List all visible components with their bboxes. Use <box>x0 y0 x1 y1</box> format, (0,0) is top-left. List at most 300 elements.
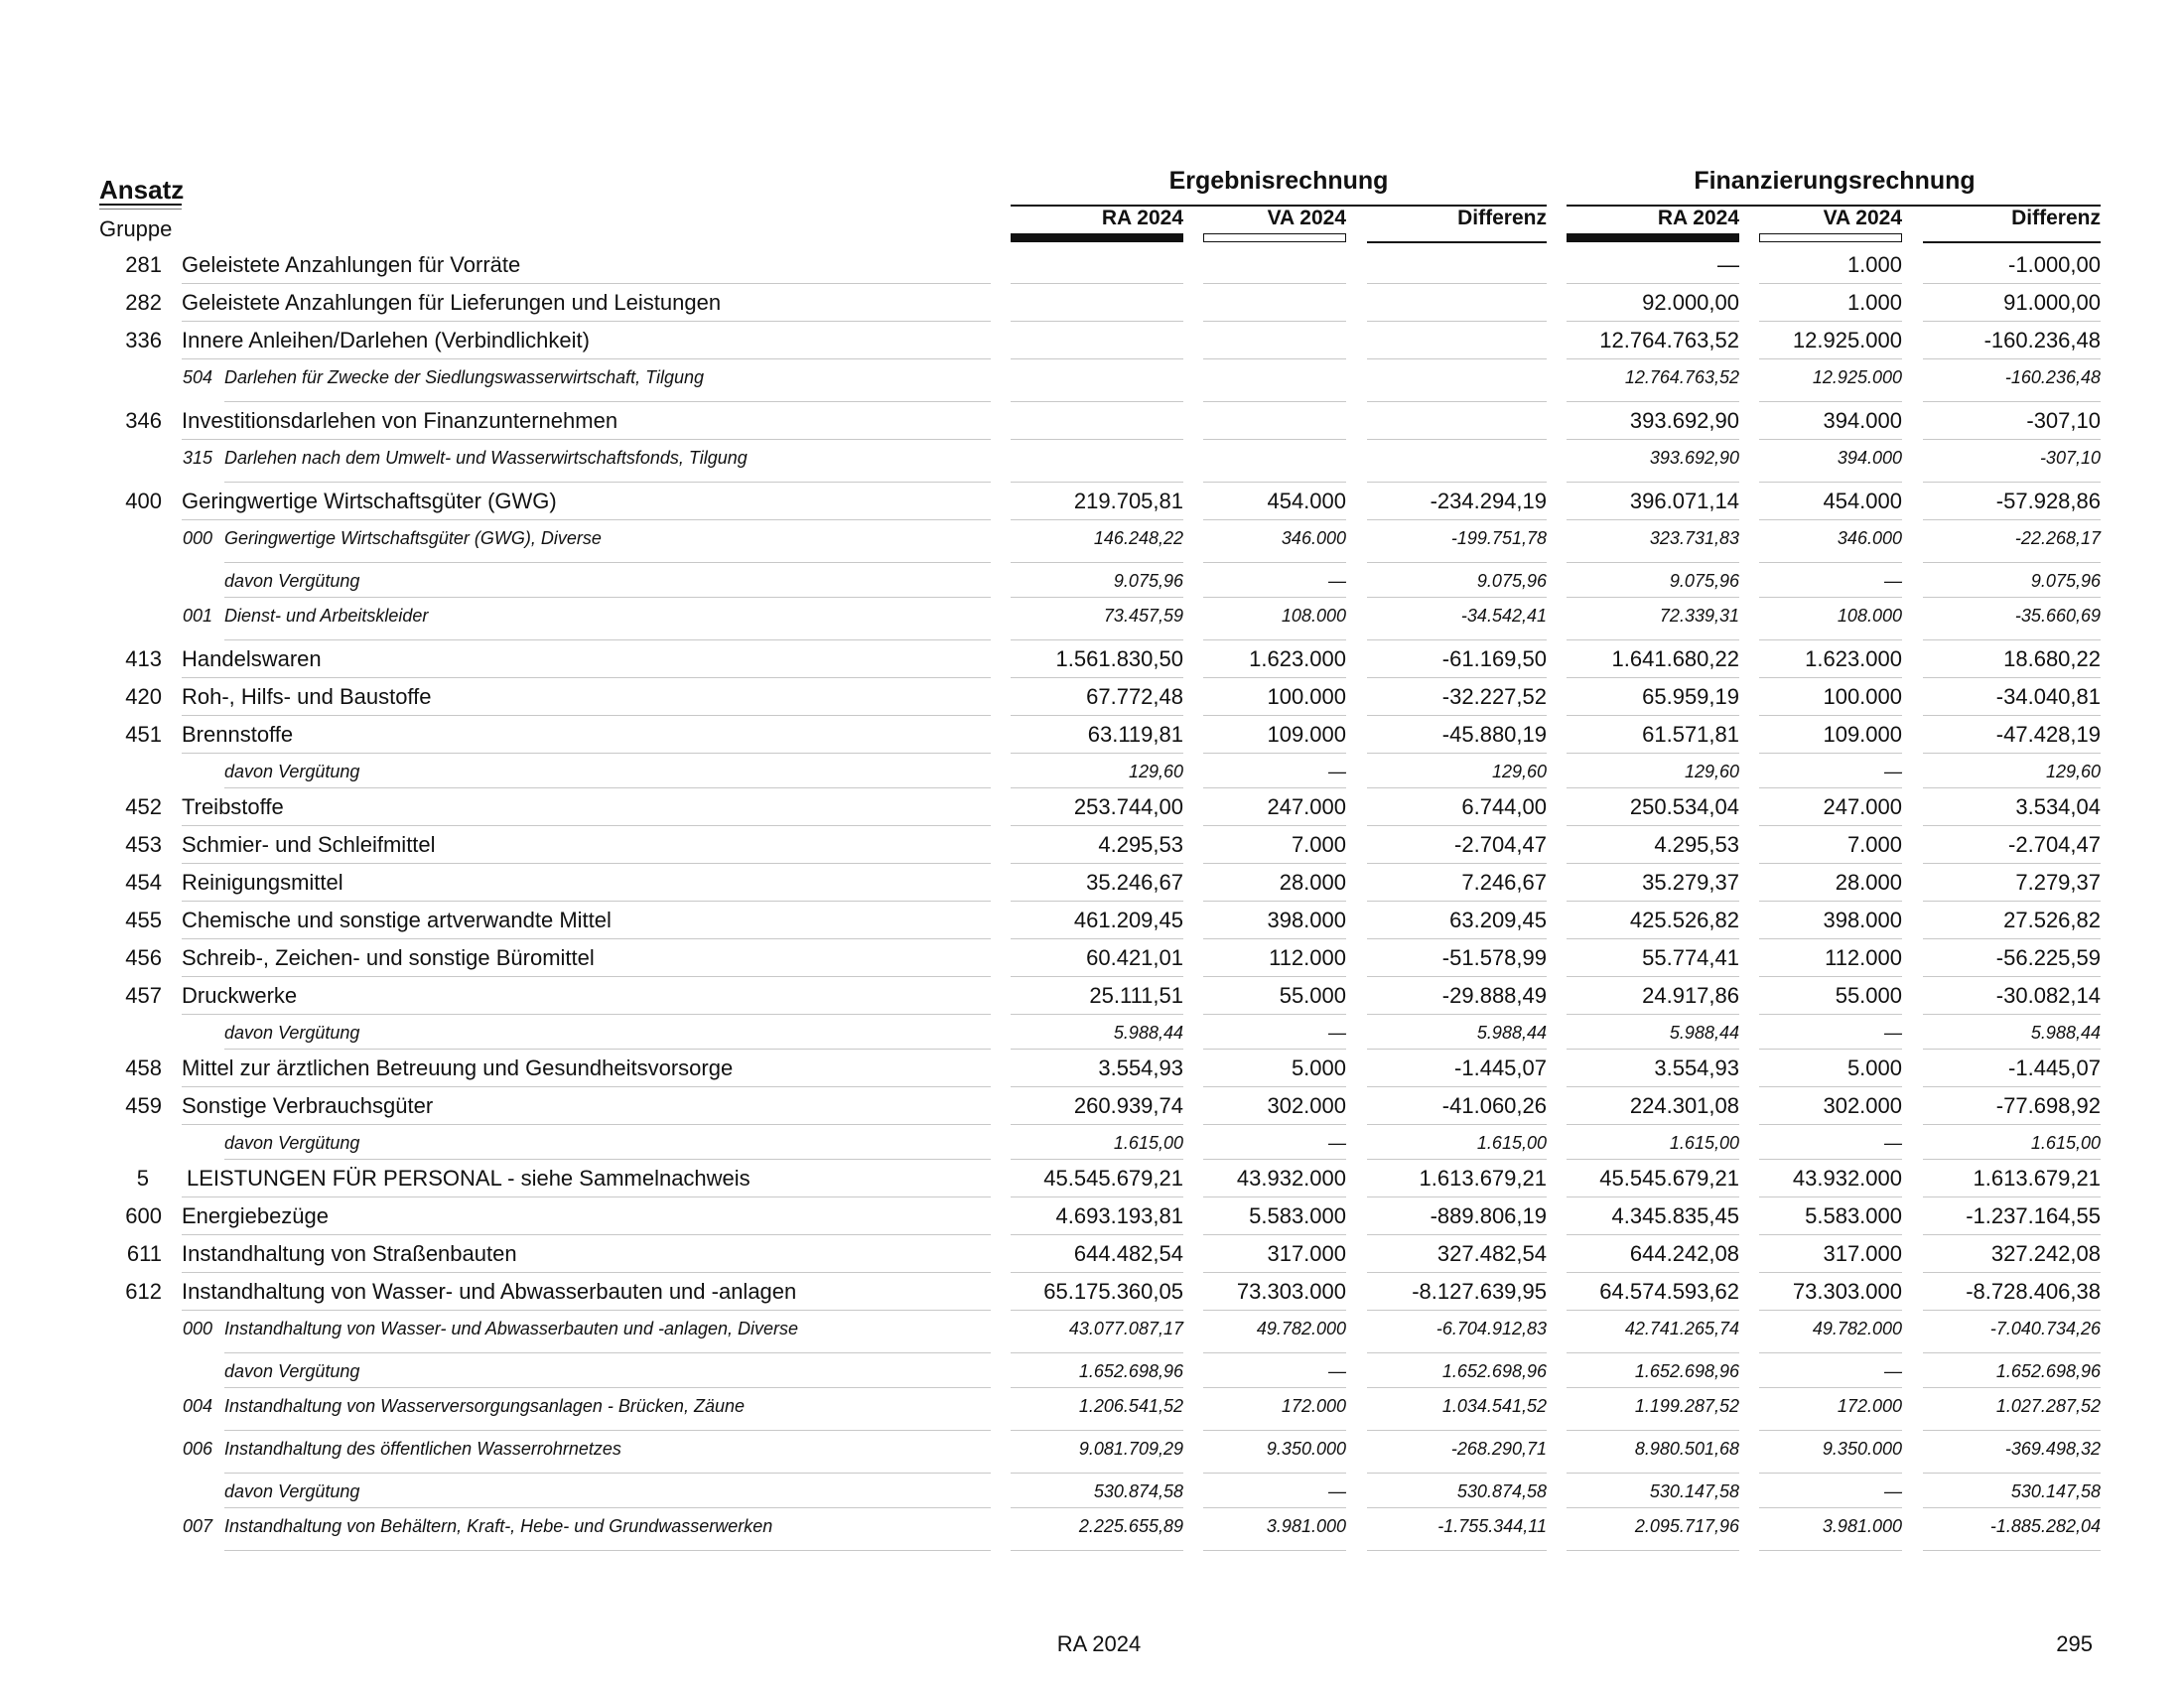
value-cell: 109.000 <box>1267 722 1346 747</box>
row-code: 457 <box>125 983 162 1008</box>
group-title-finanzierungsrechnung: Finanzierungsrechnung <box>1694 167 1976 195</box>
value-cell: 398.000 <box>1267 908 1346 932</box>
value-cell: 72.339,31 <box>1659 606 1739 626</box>
value-cell: 454.000 <box>1823 489 1902 513</box>
row-label: Darlehen für Zwecke der Siedlungswasserwirtschaft, Tilgung <box>224 367 705 387</box>
cell-rule <box>1203 825 1346 826</box>
value-cell: 7.279,37 <box>2015 870 2101 895</box>
cell-rule <box>1567 825 1739 826</box>
value-cell: -369.498,32 <box>2004 1439 2101 1459</box>
cell-rule <box>1567 1507 1739 1508</box>
value-cell: 2.225.655,89 <box>1078 1516 1183 1536</box>
table-row <box>0 718 2184 756</box>
row-code: 456 <box>125 945 162 970</box>
cell-rule <box>1203 1352 1346 1353</box>
table-row <box>0 565 2184 600</box>
cell-rule <box>1923 901 2101 902</box>
cell-rule <box>1367 825 1547 826</box>
value-cell: 393.692,90 <box>1649 448 1739 468</box>
value-cell: 35.246,67 <box>1086 870 1183 895</box>
row-label: Darlehen nach dem Umwelt- und Wasserwirtschaftsfonds, Tilgung <box>224 448 748 468</box>
cell-rule <box>1367 753 1547 754</box>
value-cell: -160.236,48 <box>2004 367 2101 387</box>
row-code: 453 <box>125 832 162 857</box>
value-cell: 219.705,81 <box>1073 489 1183 513</box>
value-cell: 454.000 <box>1267 489 1346 513</box>
legend-bar-outline <box>1759 233 1902 242</box>
legend-bar-line <box>1367 241 1547 243</box>
value-cell: 2.095.717,96 <box>1634 1516 1739 1536</box>
cell-rule <box>1567 976 1739 977</box>
value-cell: 129,60 <box>1491 762 1547 781</box>
cell-rule <box>1203 677 1346 678</box>
cell-rule <box>1203 519 1346 520</box>
cell-rule <box>1203 562 1346 563</box>
row-code: 600 <box>125 1203 162 1228</box>
cell-rule <box>1203 1272 1346 1273</box>
cell-rule <box>1367 1159 1547 1160</box>
cell-rule <box>1759 1124 1902 1125</box>
cell-rule <box>1567 283 1739 284</box>
table-row <box>0 1089 2184 1127</box>
cell-rule <box>1923 639 2101 640</box>
value-cell: -35.660,69 <box>2014 606 2101 626</box>
row-rule <box>224 639 991 640</box>
cell-rule <box>1367 1196 1547 1197</box>
cell-rule <box>1759 938 1902 939</box>
row-code: 5 <box>136 1166 149 1191</box>
row-code: 420 <box>125 684 162 709</box>
cell-rule <box>1923 1352 2101 1353</box>
row-label: Schreib-, Zeichen- und sonstige Büromittel <box>182 945 595 970</box>
table-row <box>0 1052 2184 1089</box>
cell-rule <box>1367 639 1547 640</box>
cell-rule <box>1011 753 1183 754</box>
value-cell: 9.350.000 <box>1266 1439 1346 1459</box>
cell-rule <box>1567 1310 1739 1311</box>
value-cell: 129,60 <box>1684 762 1739 781</box>
cell-rule <box>1367 283 1547 284</box>
value-cell: -199.751,78 <box>1450 528 1547 548</box>
row-label: Handelswaren <box>182 646 322 671</box>
row-rule <box>182 439 991 440</box>
value-cell: 1.652.698,96 <box>1078 1361 1183 1381</box>
cell-rule <box>1203 1196 1346 1197</box>
cell-rule <box>1923 976 2101 977</box>
cell-rule <box>1923 358 2101 359</box>
page-number: 295 <box>2056 1631 2093 1656</box>
cell-rule <box>1367 1234 1547 1235</box>
cell-rule <box>1367 1473 1547 1474</box>
cell-rule <box>1923 562 2101 563</box>
cell-rule <box>1567 1086 1739 1087</box>
value-cell: — <box>1328 762 1346 781</box>
value-cell: -1.885.282,04 <box>1989 1516 2101 1536</box>
row-rule <box>182 677 991 678</box>
value-cell: 5.988,44 <box>1113 1023 1183 1043</box>
value-cell: 1.034.541,52 <box>1441 1396 1547 1416</box>
cell-rule <box>1567 1196 1739 1197</box>
row-label: Instandhaltung von Wasserversorgungsanlagen - Brücken, Zäune <box>224 1396 745 1416</box>
value-cell: 9.350.000 <box>1822 1439 1902 1459</box>
table-row <box>0 680 2184 718</box>
cell-rule <box>1011 439 1183 440</box>
cell-rule <box>1923 677 2101 678</box>
row-label: Mittel zur ärztlichen Betreuung und Gesundheitsvorsorge <box>182 1055 734 1080</box>
cell-rule <box>1011 1352 1183 1353</box>
cell-rule <box>1011 358 1183 359</box>
value-cell: 49.782.000 <box>1812 1319 1902 1338</box>
value-cell: 302.000 <box>1823 1093 1902 1118</box>
value-cell: 112.000 <box>1269 945 1346 970</box>
ansatz-underline-2 <box>99 209 182 210</box>
row-rule <box>182 1234 991 1235</box>
value-cell: 461.209,45 <box>1073 908 1183 932</box>
value-cell: 100.000 <box>1823 684 1902 709</box>
cell-rule <box>1367 1086 1547 1087</box>
cell-rule <box>1923 597 2101 598</box>
value-cell: -234.294,19 <box>1430 489 1547 513</box>
row-label: Instandhaltung des öffentlichen Wasserrohrnetzes <box>224 1439 621 1459</box>
cell-rule <box>1567 863 1739 864</box>
value-cell: 6.744,00 <box>1461 794 1547 819</box>
table-row <box>0 828 2184 866</box>
table-row <box>0 1275 2184 1313</box>
value-cell: 9.075,96 <box>1476 571 1547 591</box>
cell-rule <box>1011 519 1183 520</box>
value-cell: 1.641.680,22 <box>1611 646 1739 671</box>
cell-rule <box>1759 976 1902 977</box>
value-cell: 7.000 <box>1291 832 1346 857</box>
cell-rule <box>1759 597 1902 598</box>
table-row <box>0 941 2184 979</box>
row-label: Instandhaltung von Behältern, Kraft-, Hebe- und Grundwasserwerken <box>224 1516 773 1536</box>
cell-rule <box>1011 1550 1183 1551</box>
value-cell: -8.127.639,95 <box>1412 1279 1547 1304</box>
value-cell: 55.000 <box>1279 983 1346 1008</box>
cell-rule <box>1923 1124 2101 1125</box>
value-cell: 644.482,54 <box>1073 1241 1183 1266</box>
value-cell: -51.578,99 <box>1441 945 1547 970</box>
value-cell: 530.147,58 <box>1649 1481 1739 1501</box>
row-label: Reinigungsmittel <box>182 870 343 895</box>
cell-rule <box>1923 1196 2101 1197</box>
row-rule <box>182 1086 991 1087</box>
row-rule <box>224 597 991 598</box>
value-cell: 172.000 <box>1281 1396 1346 1416</box>
row-code: 612 <box>125 1279 162 1304</box>
cell-rule <box>1567 562 1739 563</box>
value-cell: — <box>1328 1133 1346 1153</box>
value-cell: 27.526,82 <box>2003 908 2101 932</box>
table-row <box>0 1433 2184 1476</box>
cell-rule <box>1203 1124 1346 1125</box>
row-label: Geringwertige Wirtschaftsgüter (GWG), Diverse <box>224 528 602 548</box>
row-rule <box>224 1507 991 1508</box>
value-cell: 12.925.000 <box>1792 328 1902 352</box>
value-cell: 4.345.835,45 <box>1611 1203 1739 1228</box>
value-cell: — <box>1884 1481 1902 1501</box>
cell-rule <box>1203 597 1346 598</box>
col-head-finanz-ra: RA 2024 <box>1657 207 1739 229</box>
cell-rule <box>1367 901 1547 902</box>
row-label: Schmier- und Schleifmittel <box>182 832 436 857</box>
row-code: 452 <box>125 794 162 819</box>
cell-rule <box>1923 715 2101 716</box>
row-label: LEISTUNGEN FÜR PERSONAL - siehe Sammelnachweis <box>187 1166 751 1191</box>
row-label: Druckwerke <box>182 983 298 1008</box>
row-label: davon Vergütung <box>224 571 360 591</box>
value-cell: -1.755.344,11 <box>1437 1516 1547 1536</box>
value-cell: -45.880,19 <box>1441 722 1547 747</box>
cell-rule <box>1011 1124 1183 1125</box>
value-cell: 65.959,19 <box>1642 684 1739 709</box>
value-cell: -32.227,52 <box>1441 684 1547 709</box>
cell-rule <box>1567 1124 1739 1125</box>
cell-rule <box>1367 519 1547 520</box>
value-cell: 61.571,81 <box>1642 722 1739 747</box>
cell-rule <box>1567 358 1739 359</box>
value-cell: 7.246,67 <box>1461 870 1547 895</box>
cell-rule <box>1567 1473 1739 1474</box>
value-cell: -307,10 <box>2026 408 2101 433</box>
cell-rule <box>1367 1272 1547 1273</box>
cell-rule <box>1923 1159 2101 1160</box>
value-cell: -1.445,07 <box>1454 1055 1547 1080</box>
value-cell: 5.988,44 <box>1476 1023 1547 1043</box>
value-cell: -47.428,19 <box>1995 722 2101 747</box>
table-row <box>0 866 2184 904</box>
cell-rule <box>1011 1430 1183 1431</box>
row-rule <box>182 901 991 902</box>
value-cell: 7.000 <box>1846 832 1902 857</box>
row-label: Dienst- und Arbeitskleider <box>224 606 429 626</box>
value-cell: 9.081.709,29 <box>1078 1439 1183 1459</box>
cell-rule <box>1203 321 1346 322</box>
cell-rule <box>1759 753 1902 754</box>
cell-rule <box>1011 938 1183 939</box>
cell-rule <box>1759 439 1902 440</box>
row-label: Sonstige Verbrauchsgüter <box>182 1093 434 1118</box>
value-cell: 247.000 <box>1823 794 1902 819</box>
value-cell: -307,10 <box>2039 448 2101 468</box>
row-code: 611 <box>126 1241 162 1266</box>
value-cell: -34.040,81 <box>1995 684 2101 709</box>
value-cell: 12.764.763,52 <box>1599 328 1739 352</box>
table-row <box>0 286 2184 324</box>
cell-rule <box>1759 901 1902 902</box>
cell-rule <box>1923 401 2101 402</box>
row-code: 454 <box>125 870 162 895</box>
cell-rule <box>1759 715 1902 716</box>
value-cell: — <box>1884 1361 1902 1381</box>
row-label: davon Vergütung <box>224 1361 360 1381</box>
value-cell: 530.874,58 <box>1456 1481 1547 1501</box>
value-cell: 1.652.698,96 <box>1441 1361 1547 1381</box>
cell-rule <box>1923 825 2101 826</box>
value-cell: -1.445,07 <box>2008 1055 2101 1080</box>
value-cell: 1.615,00 <box>1669 1133 1739 1153</box>
value-cell: 129,60 <box>1128 762 1183 781</box>
gruppe-label: Gruppe <box>99 216 173 241</box>
cell-rule <box>1011 825 1183 826</box>
table-row <box>0 1313 2184 1355</box>
value-cell: 42.741.265,74 <box>1624 1319 1739 1338</box>
cell-rule <box>1367 1507 1547 1508</box>
value-cell: 327.242,08 <box>1990 1241 2101 1266</box>
table-row <box>0 522 2184 565</box>
value-cell: 9.075,96 <box>1113 571 1183 591</box>
value-cell: 112.000 <box>1825 945 1902 970</box>
value-cell: 5.000 <box>1291 1055 1346 1080</box>
cell-rule <box>1923 1014 2101 1015</box>
value-cell: 346.000 <box>1281 528 1346 548</box>
value-cell: 253.744,00 <box>1073 794 1183 819</box>
cell-rule <box>1923 1430 2101 1431</box>
value-cell: 24.917,86 <box>1642 983 1739 1008</box>
row-label: Instandhaltung von Wasser- und Abwasserbauten und -anlagen <box>182 1279 797 1304</box>
row-label: davon Vergütung <box>224 1023 360 1043</box>
table-row <box>0 1510 2184 1553</box>
row-label: davon Vergütung <box>224 762 360 781</box>
value-cell: 1.615,00 <box>2030 1133 2101 1153</box>
cell-rule <box>1567 639 1739 640</box>
cell-rule <box>1567 597 1739 598</box>
value-cell: 1.623.000 <box>1805 646 1902 671</box>
cell-rule <box>1567 1049 1739 1050</box>
cell-rule <box>1367 1049 1547 1050</box>
col-head-ergebnis-va: VA 2024 <box>1267 207 1346 229</box>
table-row <box>0 1127 2184 1162</box>
cell-rule <box>1759 1352 1902 1353</box>
cell-rule <box>1923 938 2101 939</box>
cell-rule <box>1923 1550 2101 1551</box>
cell-rule <box>1567 439 1739 440</box>
value-cell: 3.981.000 <box>1266 1516 1346 1536</box>
row-label: Brennstoffe <box>182 722 294 747</box>
cell-rule <box>1367 597 1547 598</box>
cell-rule <box>1011 1272 1183 1273</box>
value-cell: -56.225,59 <box>1995 945 2101 970</box>
value-cell: 3.534,04 <box>2015 794 2101 819</box>
cell-rule <box>1367 439 1547 440</box>
value-cell: 394.000 <box>1837 448 1902 468</box>
value-cell: — <box>1328 1361 1346 1381</box>
cell-rule <box>1923 1272 2101 1273</box>
cell-rule <box>1567 787 1739 788</box>
value-cell: 396.071,14 <box>1629 489 1739 513</box>
row-rule <box>182 715 991 716</box>
table-row <box>0 324 2184 361</box>
cell-rule <box>1367 1430 1547 1431</box>
cell-rule <box>1759 1234 1902 1235</box>
row-rule <box>224 1430 991 1431</box>
cell-rule <box>1367 976 1547 977</box>
cell-rule <box>1203 938 1346 939</box>
cell-rule <box>1923 482 2101 483</box>
value-cell: — <box>1328 571 1346 591</box>
value-cell: 172.000 <box>1837 1396 1902 1416</box>
value-cell: 12.764.763,52 <box>1624 367 1739 387</box>
cell-rule <box>1367 1387 1547 1388</box>
row-code: 000 <box>183 1319 213 1338</box>
row-code: 001 <box>183 606 213 626</box>
cell-rule <box>1923 1049 2101 1050</box>
cell-rule <box>1567 519 1739 520</box>
value-cell: -8.728.406,38 <box>1966 1279 2101 1304</box>
cell-rule <box>1203 1473 1346 1474</box>
cell-rule <box>1011 1310 1183 1311</box>
value-cell: — <box>1328 1481 1346 1501</box>
row-label: Treibstoffe <box>182 794 284 819</box>
value-cell: — <box>1884 1023 1902 1043</box>
cell-rule <box>1367 863 1547 864</box>
value-cell: 12.925.000 <box>1812 367 1902 387</box>
value-cell: 1.000 <box>1846 290 1902 315</box>
cell-rule <box>1759 401 1902 402</box>
value-cell: 1.615,00 <box>1113 1133 1183 1153</box>
col-head-finanz-va: VA 2024 <box>1823 207 1902 229</box>
cell-rule <box>1759 482 1902 483</box>
table-row <box>0 485 2184 522</box>
value-cell: 55.000 <box>1835 983 1902 1008</box>
cell-rule <box>1759 677 1902 678</box>
cell-rule <box>1203 482 1346 483</box>
value-cell: 317.000 <box>1267 1241 1346 1266</box>
value-cell: 73.303.000 <box>1236 1279 1346 1304</box>
cell-rule <box>1567 1430 1739 1431</box>
value-cell: -57.928,86 <box>1995 489 2101 513</box>
value-cell: -30.082,14 <box>1995 983 2101 1008</box>
cell-rule <box>1203 901 1346 902</box>
cell-rule <box>1759 519 1902 520</box>
cell-rule <box>1011 715 1183 716</box>
cell-rule <box>1203 976 1346 977</box>
row-rule <box>224 1352 991 1353</box>
cell-rule <box>1759 1430 1902 1431</box>
row-code: 006 <box>183 1439 213 1459</box>
cell-rule <box>1203 1387 1346 1388</box>
value-cell: 302.000 <box>1267 1093 1346 1118</box>
row-code: 451 <box>125 722 162 747</box>
cell-rule <box>1011 787 1183 788</box>
row-label: davon Vergütung <box>224 1133 360 1153</box>
table-row <box>0 790 2184 828</box>
ansatz-heading: Ansatz <box>99 175 185 205</box>
cell-rule <box>1011 1196 1183 1197</box>
value-cell: — <box>1884 571 1902 591</box>
cell-rule <box>1203 1234 1346 1235</box>
cell-rule <box>1203 1507 1346 1508</box>
table-row <box>0 1017 2184 1052</box>
cell-rule <box>1203 283 1346 284</box>
footer-title: RA 2024 <box>1056 1631 1142 1656</box>
cell-rule <box>1567 753 1739 754</box>
row-code: 336 <box>125 328 162 352</box>
cell-rule <box>1203 753 1346 754</box>
cell-rule <box>1203 863 1346 864</box>
value-cell: 100.000 <box>1267 684 1346 709</box>
cell-rule <box>1367 715 1547 716</box>
cell-rule <box>1759 1159 1902 1160</box>
cell-rule <box>1011 976 1183 977</box>
row-rule <box>224 1049 991 1050</box>
table-row <box>0 600 2184 642</box>
table-row <box>0 642 2184 680</box>
cell-rule <box>1367 482 1547 483</box>
value-cell: 250.534,04 <box>1629 794 1739 819</box>
cell-rule <box>1923 519 2101 520</box>
